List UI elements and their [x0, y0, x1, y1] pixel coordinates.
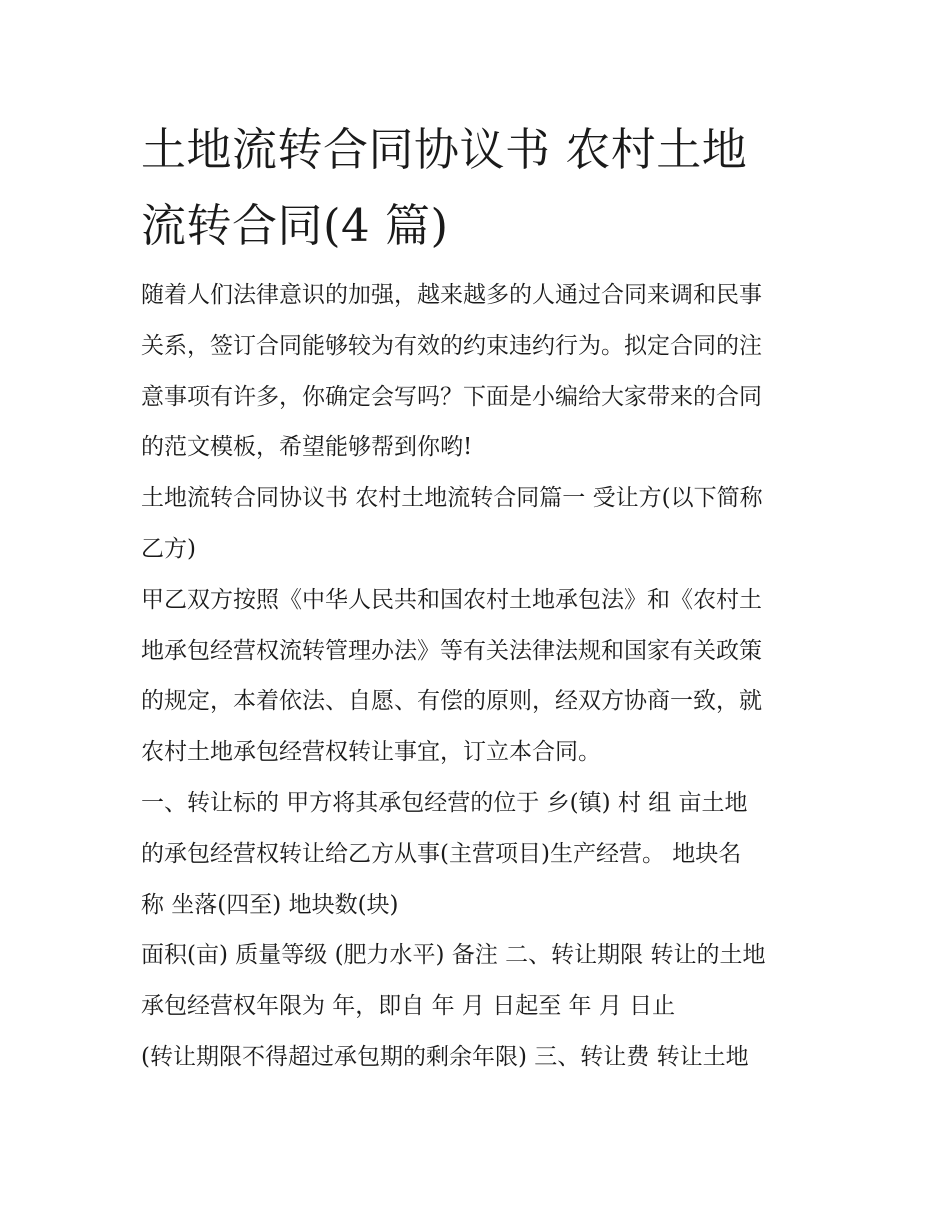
body-line: 称 坐落(四至) 地块数(块): [141, 891, 399, 918]
body-line: 的承包经营权转让给乙方从事(主营项目)生产经营。 地块名: [141, 840, 742, 867]
body-line: 甲乙双方按照《中华人民共和国农村土地承包法》和《农村土: [141, 586, 762, 613]
title-line-1: 土地流转合同协议书 农村土地: [141, 123, 748, 176]
body-line: 的范文模板，希望能够帮到你哟!: [141, 434, 473, 461]
document-body: [141, 270, 813, 1083]
body-line: 承包经营权年限为 年，即自 年 月 日起至 年 月 日止: [141, 993, 676, 1020]
body-line: 关系，签订合同能够较为有效的约束违约行为。拟定合同的注: [141, 332, 762, 359]
body-line: 地承包经营权流转管理办法》等有关法律法规和国家有关政策: [141, 637, 762, 664]
document-page: [141, 112, 813, 1083]
body-line: 乙方): [141, 535, 196, 562]
body-line: 意事项有许多，你确定会写吗？下面是小编给大家带来的合同: [141, 383, 762, 410]
body-line: 农村土地承包经营权转让事宜，订立本合同。: [141, 739, 601, 766]
body-line: 土地流转合同协议书 农村土地流转合同篇一 受让方(以下简称: [141, 485, 763, 512]
body-line: (转让期限不得超过承包期的剩余年限) 三、转让费 转让土地: [141, 1043, 749, 1070]
document-title: [141, 112, 813, 264]
title-line-2: 流转合同(4 篇): [141, 199, 449, 252]
body-line: 一、转让标的 甲方将其承包经营的位于 乡(镇) 村 组 亩土地: [141, 789, 748, 816]
body-line: 随着人们法律意识的加强，越来越多的人通过合同来调和民事: [141, 282, 762, 308]
body-line: 面积(亩) 质量等级 (肥力水平) 备注 二、转让期限 转让的土地: [141, 942, 766, 969]
body-line: 的规定，本着依法、自愿、有偿的原则，经双方协商一致，就: [141, 688, 762, 715]
